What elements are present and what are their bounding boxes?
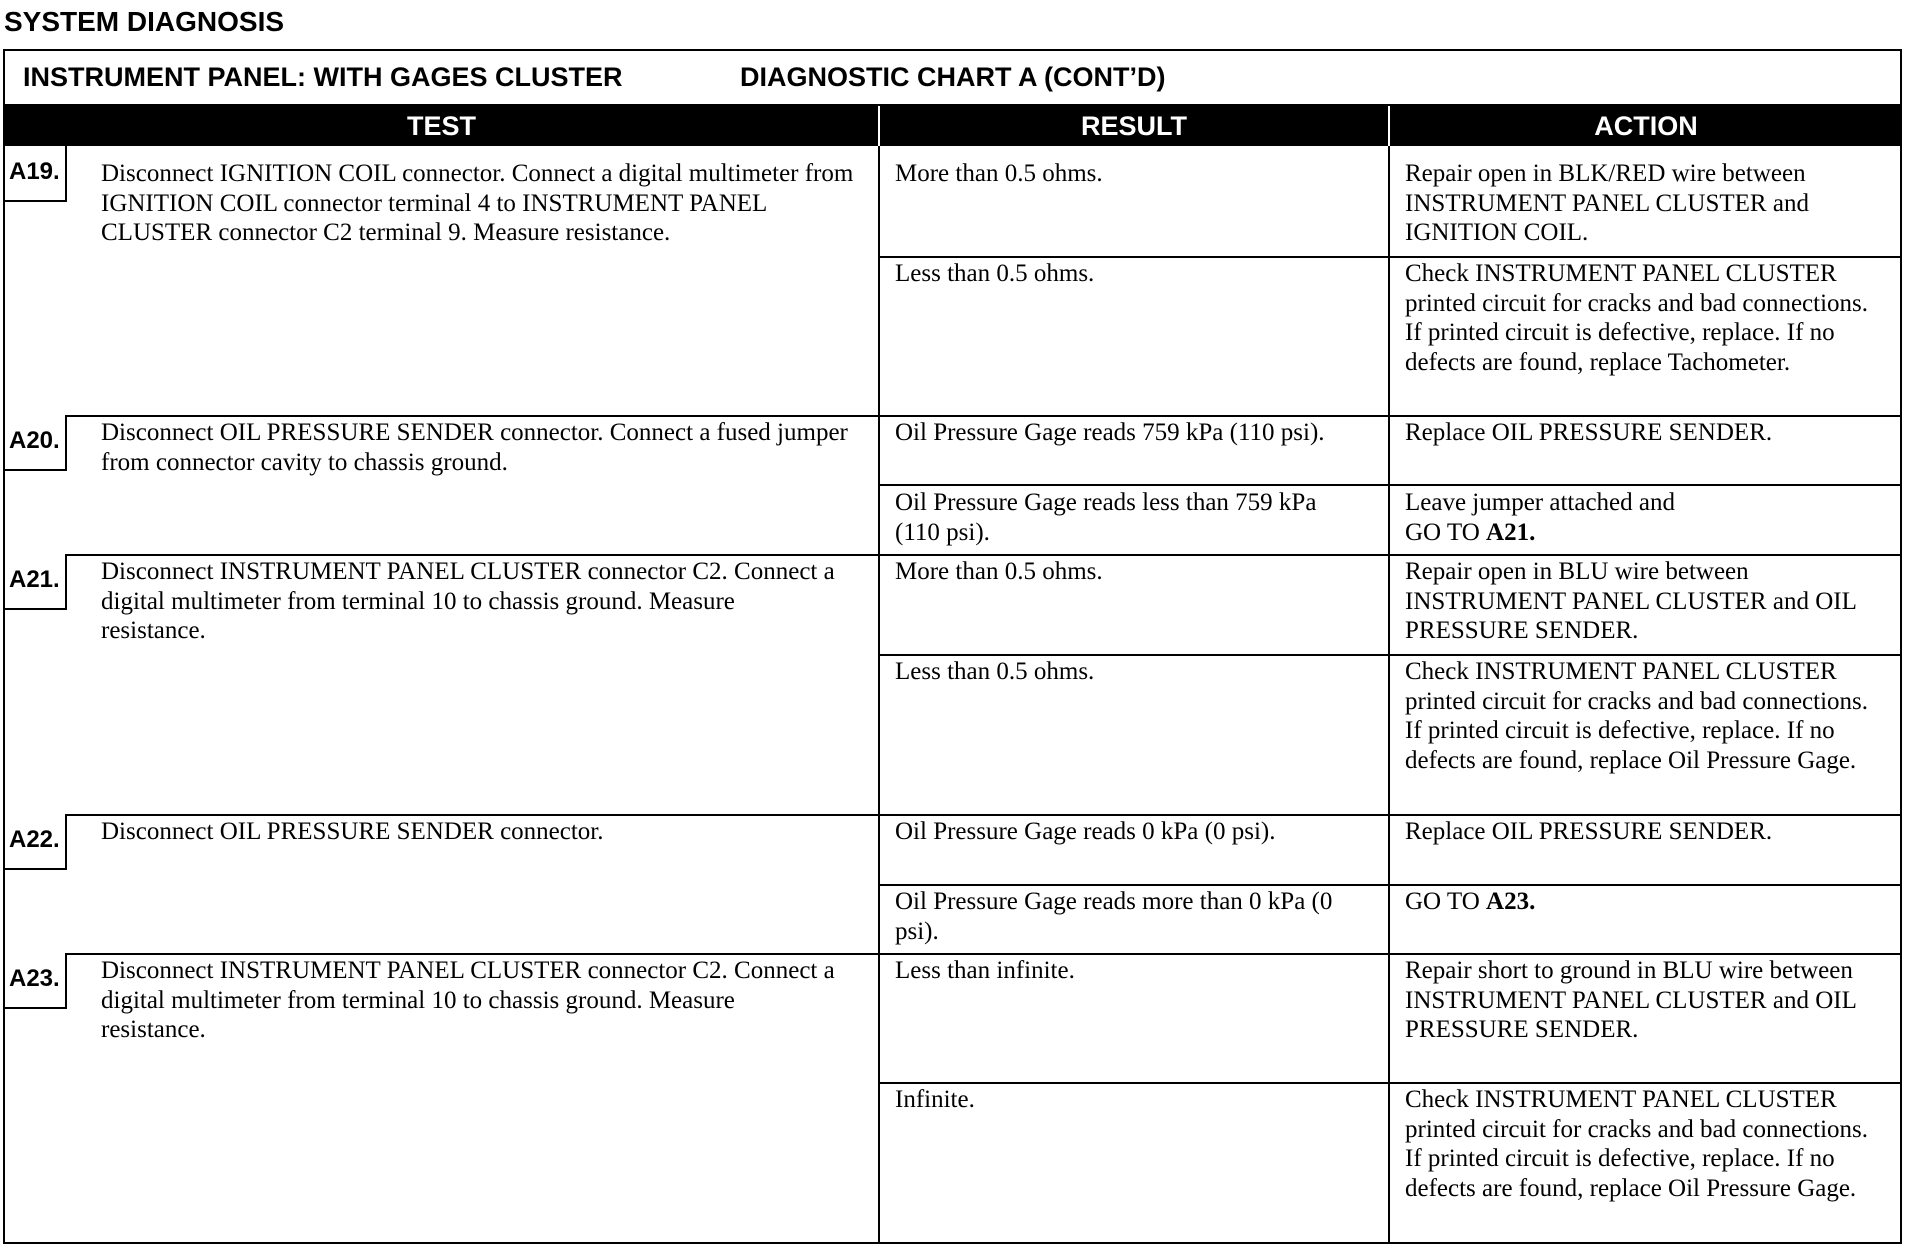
result-text: Oil Pressure Gage reads less than 759 kPa (110 psi).	[895, 489, 1317, 546]
action-line: Leave jumper attached and	[1405, 489, 1675, 516]
row-divider	[878, 256, 1900, 258]
row-divider	[878, 654, 1900, 656]
test-text: Disconnect INSTRUMENT PANEL CLUSTER connector C2. Connect a digital multimeter from terminal 10 to chassis ground. Measure resistance.	[101, 558, 835, 644]
result-text: Infinite.	[895, 1086, 975, 1113]
chart-header	[5, 51, 1900, 106]
step-divider	[5, 554, 1900, 556]
step-label: A22.	[5, 814, 67, 870]
chart-title-right: DIAGNOSTIC CHART A (CONT’D)	[740, 62, 1166, 92]
step-label: A23.	[5, 953, 67, 1009]
column-header-row	[5, 106, 1900, 146]
column-header-result: RESULT	[1081, 111, 1187, 141]
goto-step-link[interactable]: A21.	[1486, 518, 1536, 546]
goto-step-link[interactable]: A23.	[1486, 888, 1536, 915]
row-divider	[878, 1082, 1900, 1084]
test-text: Disconnect OIL PRESSURE SENDER connector. Connect a fused jumper from connector cavity to chassis ground.	[101, 419, 848, 476]
column-divider	[878, 146, 880, 1242]
test-text: Disconnect OIL PRESSURE SENDER connector.	[101, 818, 604, 845]
test-text: Disconnect IGNITION COIL connector. Connect a digital multimeter from IGNITION COIL connector terminal 4 to INSTRUMENT PANEL CLUSTER connector C2 terminal 9. Measure resistance.	[101, 160, 854, 246]
test-text: Disconnect INSTRUMENT PANEL CLUSTER connector C2. Connect a digital multimeter from terminal 10 to chassis ground. Measure resistance.	[101, 957, 835, 1043]
result-text: More than 0.5 ohms.	[895, 160, 1103, 187]
goto-prefix: GO TO	[1405, 518, 1487, 546]
action-text	[1405, 488, 1885, 547]
step-divider	[5, 814, 1900, 816]
column-divider	[1388, 146, 1390, 1242]
step-label: A21.	[5, 554, 67, 610]
action-text: Check INSTRUMENT PANEL CLUSTER printed circuit for cracks and bad connections. If printed circuit is defective, replace. If no defects are found, replace Oil Pressure Gage.	[1405, 658, 1869, 774]
step-label: A20.	[5, 415, 67, 471]
action-text: Repair open in BLK/RED wire between INSTRUMENT PANEL CLUSTER and IGNITION COIL.	[1405, 160, 1809, 246]
action-text	[1405, 887, 1885, 917]
action-text: Replace OIL PRESSURE SENDER.	[1405, 419, 1773, 446]
chart-title-left: INSTRUMENT PANEL: WITH GAGES CLUSTER	[23, 62, 623, 92]
result-text: Less than infinite.	[895, 957, 1075, 984]
page-title: SYSTEM DIAGNOSIS	[4, 6, 285, 37]
step-divider	[5, 415, 1900, 417]
result-text: More than 0.5 ohms.	[895, 558, 1103, 585]
action-text: Replace OIL PRESSURE SENDER.	[1405, 818, 1773, 845]
step-divider	[5, 953, 1900, 955]
row-divider	[878, 484, 1900, 486]
result-text: Less than 0.5 ohms.	[895, 658, 1095, 685]
result-text: Less than 0.5 ohms.	[895, 260, 1095, 287]
action-text: Repair open in BLU wire between INSTRUMENT PANEL CLUSTER and OIL PRESSURE SENDER.	[1405, 558, 1856, 644]
row-divider	[878, 884, 1900, 886]
column-header-test: TEST	[406, 111, 476, 141]
result-text: Oil Pressure Gage reads 759 kPa (110 psi).	[895, 419, 1325, 446]
step-label: A19.	[5, 146, 67, 202]
diagnostic-chart	[3, 49, 1902, 1244]
action-text: Check INSTRUMENT PANEL CLUSTER printed circuit for cracks and bad connections. If printed circuit is defective, replace. If no defects are found, replace Tachometer.	[1405, 260, 1869, 376]
result-text: Oil Pressure Gage reads more than 0 kPa (0 psi).	[895, 888, 1333, 945]
goto-prefix: GO TO	[1405, 888, 1487, 915]
action-text: Check INSTRUMENT PANEL CLUSTER printed circuit for cracks and bad connections. If printed circuit is defective, replace. If no defects are found, replace Oil Pressure Gage.	[1405, 1086, 1869, 1202]
column-header-action: ACTION	[1594, 111, 1698, 141]
action-text: Repair short to ground in BLU wire between INSTRUMENT PANEL CLUSTER and OIL PRESSURE SENDER.	[1405, 957, 1856, 1043]
result-text: Oil Pressure Gage reads 0 kPa (0 psi).	[895, 818, 1276, 845]
